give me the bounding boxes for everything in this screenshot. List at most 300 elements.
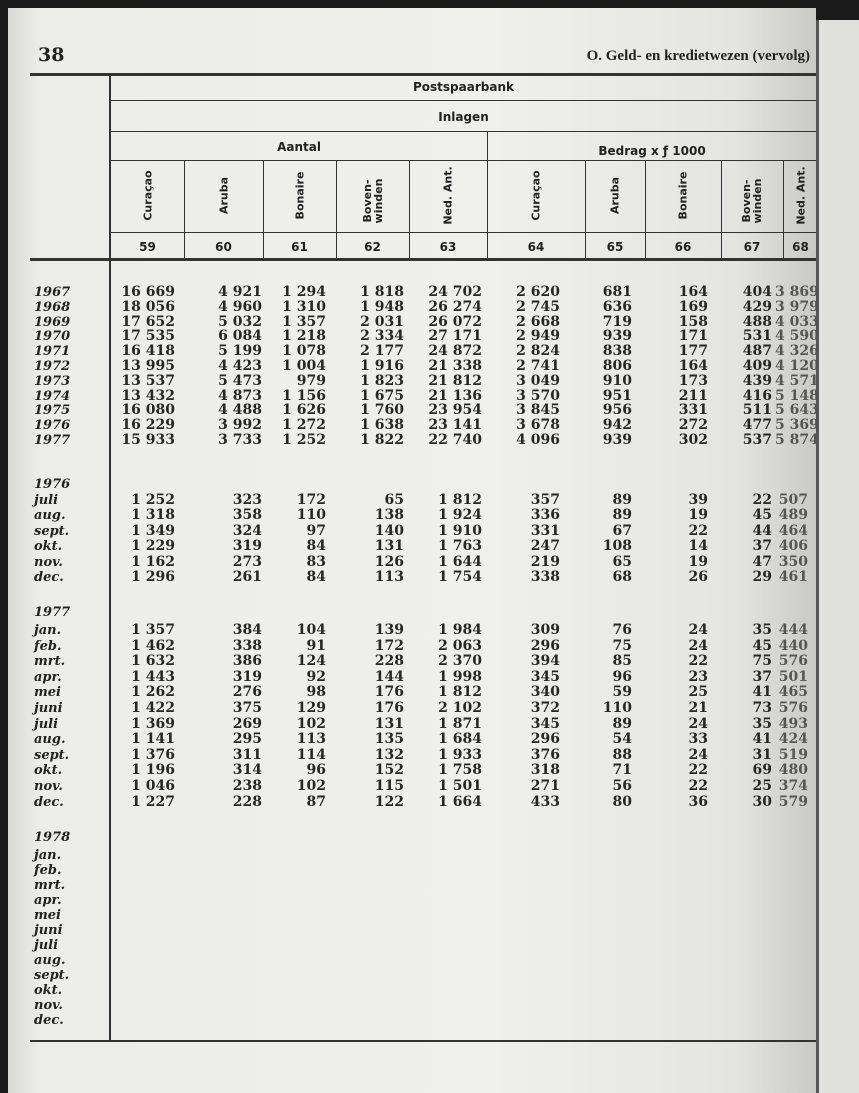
table-cell: 56 <box>612 778 632 794</box>
table-cell: 67 <box>612 522 632 539</box>
row-label: juli <box>34 716 59 732</box>
table-cell: 138 <box>374 507 404 524</box>
table-cell: 302 <box>678 432 708 448</box>
table-cell: 1 272 <box>282 417 326 434</box>
table-cell: 102 <box>296 778 326 794</box>
row-label: sept. <box>34 523 70 539</box>
table-row <box>0 285 850 300</box>
column-divider <box>336 161 337 259</box>
table-cell: 261 <box>232 569 262 585</box>
table-cell: 1 910 <box>438 522 482 539</box>
row-label: 1975 <box>34 403 71 419</box>
table-cell: 576 <box>778 700 808 716</box>
table-cell: 110 <box>602 700 632 716</box>
table-row <box>0 418 850 433</box>
table-cell: 1 046 <box>131 778 175 794</box>
table-cell: 394 <box>530 653 560 670</box>
table-cell: 17 535 <box>121 328 175 345</box>
table-cell: 511 <box>742 402 772 419</box>
table-cell: 238 <box>232 778 262 794</box>
table-cell: 295 <box>232 731 262 748</box>
table-cell: 409 <box>742 358 772 374</box>
table-cell: 1 196 <box>131 762 175 779</box>
table-cell: 104 <box>296 622 326 638</box>
table-cell: 3 845 <box>516 402 560 419</box>
table-cell: 73 <box>752 700 772 716</box>
column-header: Aruba <box>217 176 230 215</box>
table-cell: 84 <box>306 569 326 585</box>
row-label: juni <box>34 701 63 716</box>
table-cell: 324 <box>232 522 262 539</box>
table-cell: 272 <box>678 417 708 434</box>
row-label: okt. <box>34 763 63 779</box>
table-cell: 1 296 <box>131 569 175 585</box>
column-number: 60 <box>215 240 232 254</box>
row-label: apr. <box>34 893 62 908</box>
table-cell: 26 274 <box>428 298 482 315</box>
table-cell: 374 <box>778 778 808 794</box>
table-cell: 26 072 <box>428 313 482 330</box>
table-cell: 173 <box>678 372 708 389</box>
table-row <box>0 968 850 983</box>
table-cell: 271 <box>530 778 560 794</box>
table-cell: 358 <box>232 507 262 524</box>
table-cell: 1 318 <box>131 507 175 524</box>
table-cell: 14 <box>688 538 708 555</box>
column-number: 62 <box>364 240 381 254</box>
table-row <box>0 878 850 893</box>
table-cell: 131 <box>374 538 404 555</box>
table-cell: 2 620 <box>516 284 560 300</box>
table-cell: 806 <box>602 358 632 374</box>
table-cell: 16 080 <box>121 402 175 419</box>
table-cell: 22 740 <box>428 432 482 448</box>
table-cell: 31 <box>752 746 772 763</box>
table-cell: 956 <box>602 402 632 419</box>
table-cell: 2 102 <box>438 700 482 716</box>
table-cell: 21 338 <box>428 358 482 374</box>
table-row <box>0 763 850 778</box>
column-header: Bonaire <box>676 171 690 220</box>
table-cell: 4 921 <box>218 284 262 300</box>
header-aantal: Aantal <box>277 140 321 154</box>
row-label: aug. <box>34 508 66 524</box>
table-cell: 18 056 <box>121 298 175 315</box>
running-head: O. Geld- en kredietwezen (vervolg) <box>586 48 810 64</box>
table-cell: 16 418 <box>121 343 175 360</box>
row-label: 1977 <box>34 433 71 448</box>
table-cell: 19 <box>688 507 708 524</box>
table-cell: 2 177 <box>360 343 404 360</box>
table-bottom-rule <box>30 1040 816 1042</box>
table-cell: 1 871 <box>438 715 482 732</box>
row-label: nov. <box>34 998 63 1013</box>
table-row <box>0 433 850 448</box>
table-row <box>0 315 850 330</box>
section-year: 1977 <box>34 605 71 620</box>
table-row <box>0 508 850 523</box>
table-cell: 576 <box>778 653 808 670</box>
table-cell: 24 872 <box>428 343 482 360</box>
table-cell: 323 <box>232 492 262 508</box>
row-label: sept. <box>34 747 70 763</box>
table-cell: 444 <box>778 622 808 638</box>
table-cell: 2 334 <box>360 328 404 345</box>
table-cell: 5 643 <box>775 402 819 419</box>
table-row <box>0 685 850 700</box>
table-cell: 68 <box>612 569 632 585</box>
table-cell: 357 <box>530 492 560 508</box>
column-divider <box>184 161 185 259</box>
table-cell: 1 626 <box>282 402 326 419</box>
column-header: Aruba <box>608 176 622 215</box>
table-cell: 1 294 <box>282 284 326 300</box>
table-cell: 1 763 <box>438 538 482 555</box>
row-label: aug. <box>34 953 66 968</box>
table-cell: 1 644 <box>438 553 482 570</box>
table-cell: 1 812 <box>438 492 482 508</box>
row-label: apr. <box>34 669 62 685</box>
header-bottom-rule <box>30 258 816 261</box>
table-cell: 164 <box>678 358 708 374</box>
table-cell: 69 <box>752 762 772 779</box>
table-cell: 41 <box>752 684 772 701</box>
table-cell: 579 <box>778 793 808 810</box>
row-label: 1967 <box>34 285 71 300</box>
row-label: 1973 <box>34 373 71 389</box>
table-cell: 89 <box>612 715 632 732</box>
table-cell: 3 049 <box>516 372 560 389</box>
table-cell: 24 702 <box>428 284 482 300</box>
table-cell: 4 488 <box>218 402 262 419</box>
row-label: mrt. <box>34 654 66 670</box>
header-rule <box>111 232 816 233</box>
table-row <box>0 539 850 554</box>
table-cell: 296 <box>530 637 560 654</box>
table-cell: 318 <box>530 762 560 779</box>
table-cell: 2 063 <box>438 637 482 654</box>
table-cell: 4 120 <box>775 358 819 374</box>
table-cell: 177 <box>678 343 708 360</box>
table-cell: 158 <box>678 313 708 330</box>
table-cell: 1 376 <box>131 746 175 763</box>
table-cell: 1 760 <box>360 402 404 419</box>
table-row <box>0 983 850 998</box>
row-label: feb. <box>34 638 62 654</box>
table-cell: 131 <box>374 715 404 732</box>
table-cell: 24 <box>688 622 708 638</box>
table-cell: 4 590 <box>775 328 819 345</box>
table-cell: 1 684 <box>438 731 482 748</box>
table-cell: 19 <box>688 553 708 570</box>
column-number: 63 <box>439 240 457 254</box>
table-cell: 41 <box>752 731 772 748</box>
table-row <box>0 389 850 404</box>
table-cell: 172 <box>374 637 404 654</box>
column-header: Bonaire <box>293 171 306 220</box>
table-cell: 152 <box>374 762 404 779</box>
table-cell: 519 <box>778 746 808 763</box>
table-cell: 59 <box>612 684 632 701</box>
table-cell: 1 162 <box>131 553 175 570</box>
table-cell: 910 <box>602 372 632 389</box>
table-row <box>0 938 850 953</box>
table-cell: 480 <box>778 762 808 779</box>
section-year: 1978 <box>34 830 71 845</box>
row-label: dec. <box>34 794 64 810</box>
table-row <box>0 555 850 570</box>
table-cell: 54 <box>612 731 632 748</box>
row-label: aug. <box>34 732 66 748</box>
table-cell: 37 <box>752 538 772 555</box>
table-cell: 340 <box>530 684 560 701</box>
table-cell: 110 <box>296 507 326 524</box>
table-cell: 47 <box>752 553 772 570</box>
header-rule <box>111 131 816 132</box>
table-cell: 1 984 <box>438 622 482 638</box>
table-cell: 17 652 <box>121 313 175 330</box>
table-cell: 4 033 <box>775 313 819 330</box>
table-cell: 36 <box>688 793 708 810</box>
table-row <box>0 403 850 418</box>
table-cell: 3 992 <box>218 417 262 434</box>
table-row <box>0 998 850 1013</box>
table-cell: 108 <box>602 538 632 555</box>
table-cell: 1 422 <box>131 700 175 716</box>
row-label: 1970 <box>34 329 71 345</box>
table-row <box>0 732 850 747</box>
table-cell: 122 <box>374 793 404 810</box>
table-cell: 80 <box>612 793 632 810</box>
row-label: 1968 <box>34 299 71 315</box>
column-number: 67 <box>743 240 761 254</box>
table-cell: 942 <box>602 417 632 434</box>
table-cell: 211 <box>678 387 708 404</box>
table-cell: 5 032 <box>218 313 262 330</box>
table-top-rule <box>30 73 816 76</box>
table-cell: 2 741 <box>516 358 560 374</box>
column-header: Curaçao <box>529 170 543 221</box>
table-cell: 13 432 <box>121 387 175 404</box>
row-label: mei <box>34 908 61 923</box>
table-cell: 636 <box>602 298 632 315</box>
table-cell: 1 916 <box>360 358 404 374</box>
table-cell: 376 <box>530 746 560 763</box>
table-cell: 1 078 <box>282 343 326 360</box>
column-divider <box>409 161 410 259</box>
table-cell: 501 <box>778 668 808 685</box>
section-year: 1976 <box>34 477 71 492</box>
table-cell: 416 <box>742 387 772 404</box>
table-cell: 21 812 <box>428 372 482 389</box>
table-cell: 1 462 <box>131 637 175 654</box>
row-label: okt. <box>34 539 63 555</box>
row-label: 1971 <box>34 344 71 360</box>
table-cell: 296 <box>530 731 560 748</box>
row-label: feb. <box>34 863 62 878</box>
table-cell: 939 <box>602 328 632 345</box>
table-cell: 96 <box>306 762 326 779</box>
table-cell: 44 <box>752 522 772 539</box>
table-cell: 276 <box>232 684 262 701</box>
row-label: okt. <box>34 983 63 998</box>
row-label: jan. <box>34 623 62 638</box>
table-cell: 114 <box>296 746 326 763</box>
table-cell: 386 <box>232 653 262 670</box>
table-cell: 273 <box>232 553 262 570</box>
table-cell: 4 873 <box>218 387 262 404</box>
table-cell: 6 084 <box>218 328 262 345</box>
table-cell: 5 874 <box>775 432 819 448</box>
table-cell: 25 <box>752 778 772 794</box>
header-inlagen: Inlagen <box>438 110 489 124</box>
row-label: nov. <box>34 554 63 570</box>
row-label: mrt. <box>34 878 66 893</box>
table-cell: 1 812 <box>438 684 482 701</box>
table-cell: 440 <box>778 637 808 654</box>
table-cell: 21 <box>688 700 708 716</box>
table-cell: 372 <box>530 700 560 716</box>
table-cell: 311 <box>232 746 262 763</box>
table-cell: 1 229 <box>131 538 175 555</box>
table-cell: 2 668 <box>516 313 560 330</box>
table-cell: 1 357 <box>282 313 326 330</box>
table-cell: 96 <box>612 668 632 685</box>
table-cell: 487 <box>742 343 772 360</box>
table-cell: 1 349 <box>131 522 175 539</box>
table-cell: 1 675 <box>360 387 404 404</box>
column-header: Ned. Ant. <box>441 166 455 225</box>
table-row <box>0 329 850 344</box>
table-cell: 228 <box>232 793 262 810</box>
table-cell: 22 <box>752 492 772 508</box>
table-cell: 2 031 <box>360 313 404 330</box>
table-cell: 16 669 <box>121 284 175 300</box>
table-row <box>0 863 850 878</box>
table-cell: 23 954 <box>428 402 482 419</box>
table-cell: 176 <box>374 684 404 701</box>
table-row <box>0 359 850 374</box>
table-cell: 75 <box>752 653 772 670</box>
row-label: sept. <box>34 968 70 983</box>
header-rule <box>111 100 816 101</box>
table-cell: 113 <box>374 569 404 585</box>
table-cell: 384 <box>232 622 262 638</box>
row-label: juni <box>34 923 63 938</box>
table-cell: 1 252 <box>282 432 326 448</box>
row-label: juli <box>34 938 59 953</box>
table-row <box>0 779 850 794</box>
table-cell: 309 <box>530 622 560 638</box>
table-cell: 375 <box>232 700 262 716</box>
table-row <box>0 654 850 669</box>
table-cell: 124 <box>296 653 326 670</box>
table-cell: 65 <box>384 492 404 508</box>
table-cell: 1 664 <box>438 793 482 810</box>
table-cell: 719 <box>602 313 632 330</box>
table-cell: 139 <box>374 622 404 638</box>
column-number: 61 <box>291 240 308 254</box>
row-label: 1972 <box>34 359 71 374</box>
table-cell: 13 995 <box>121 358 175 374</box>
table-cell: 429 <box>742 298 772 315</box>
table-cell: 5 473 <box>218 372 262 389</box>
table-row <box>0 717 850 732</box>
table-cell: 37 <box>752 668 772 685</box>
header-postspaarbank: Postspaarbank <box>413 80 514 94</box>
table-row <box>0 953 850 968</box>
table-cell: 76 <box>612 622 632 638</box>
table-cell: 4 571 <box>775 372 819 389</box>
table-cell: 129 <box>296 700 326 716</box>
table-cell: 5 148 <box>775 387 819 404</box>
table-cell: 132 <box>374 746 404 763</box>
table-cell: 140 <box>374 522 404 539</box>
table-cell: 102 <box>296 715 326 732</box>
table-cell: 1 818 <box>360 284 404 300</box>
table-cell: 144 <box>374 668 404 685</box>
table-cell: 89 <box>612 507 632 524</box>
table-row <box>0 795 850 810</box>
table-cell: 83 <box>306 553 326 570</box>
table-cell: 489 <box>778 507 808 524</box>
table-cell: 439 <box>742 372 772 389</box>
table-cell: 25 <box>688 684 708 701</box>
table-cell: 22 <box>688 762 708 779</box>
table-cell: 5 369 <box>775 417 819 434</box>
table-cell: 97 <box>306 522 326 539</box>
table-row <box>0 748 850 763</box>
table-cell: 22 <box>688 778 708 794</box>
table-cell: 345 <box>530 668 560 685</box>
column-number: 65 <box>606 240 624 254</box>
table-cell: 350 <box>778 553 808 570</box>
table-cell: 3 869 <box>775 284 819 300</box>
header-rule <box>111 160 816 161</box>
table-cell: 314 <box>232 762 262 779</box>
table-cell: 228 <box>374 653 404 670</box>
table-cell: 1 310 <box>282 298 326 315</box>
table-row <box>0 923 850 938</box>
table-cell: 1 948 <box>360 298 404 315</box>
table-cell: 338 <box>530 569 560 585</box>
table-cell: 461 <box>778 569 808 585</box>
table-cell: 3 678 <box>516 417 560 434</box>
row-label: 1969 <box>34 314 71 330</box>
row-label: dec. <box>34 1013 64 1028</box>
table-cell: 1 823 <box>360 372 404 389</box>
table-row <box>0 374 850 389</box>
table-cell: 30 <box>752 793 772 810</box>
table-cell: 85 <box>612 653 632 670</box>
table-cell: 1 998 <box>438 668 482 685</box>
table-row <box>0 848 850 863</box>
column-number: 64 <box>527 240 545 254</box>
table-row <box>0 670 850 685</box>
column-divider <box>721 161 722 259</box>
table-cell: 1 933 <box>438 746 482 763</box>
table-cell: 331 <box>530 522 560 539</box>
table-cell: 537 <box>742 432 772 448</box>
table-cell: 2 370 <box>438 653 482 670</box>
table-cell: 493 <box>778 715 808 732</box>
column-divider <box>585 161 586 259</box>
column-header: Curaçao <box>141 170 154 221</box>
table-cell: 84 <box>306 538 326 555</box>
table-cell: 4 096 <box>516 432 560 448</box>
page-number: 38 <box>38 44 65 66</box>
table-cell: 16 229 <box>121 417 175 434</box>
